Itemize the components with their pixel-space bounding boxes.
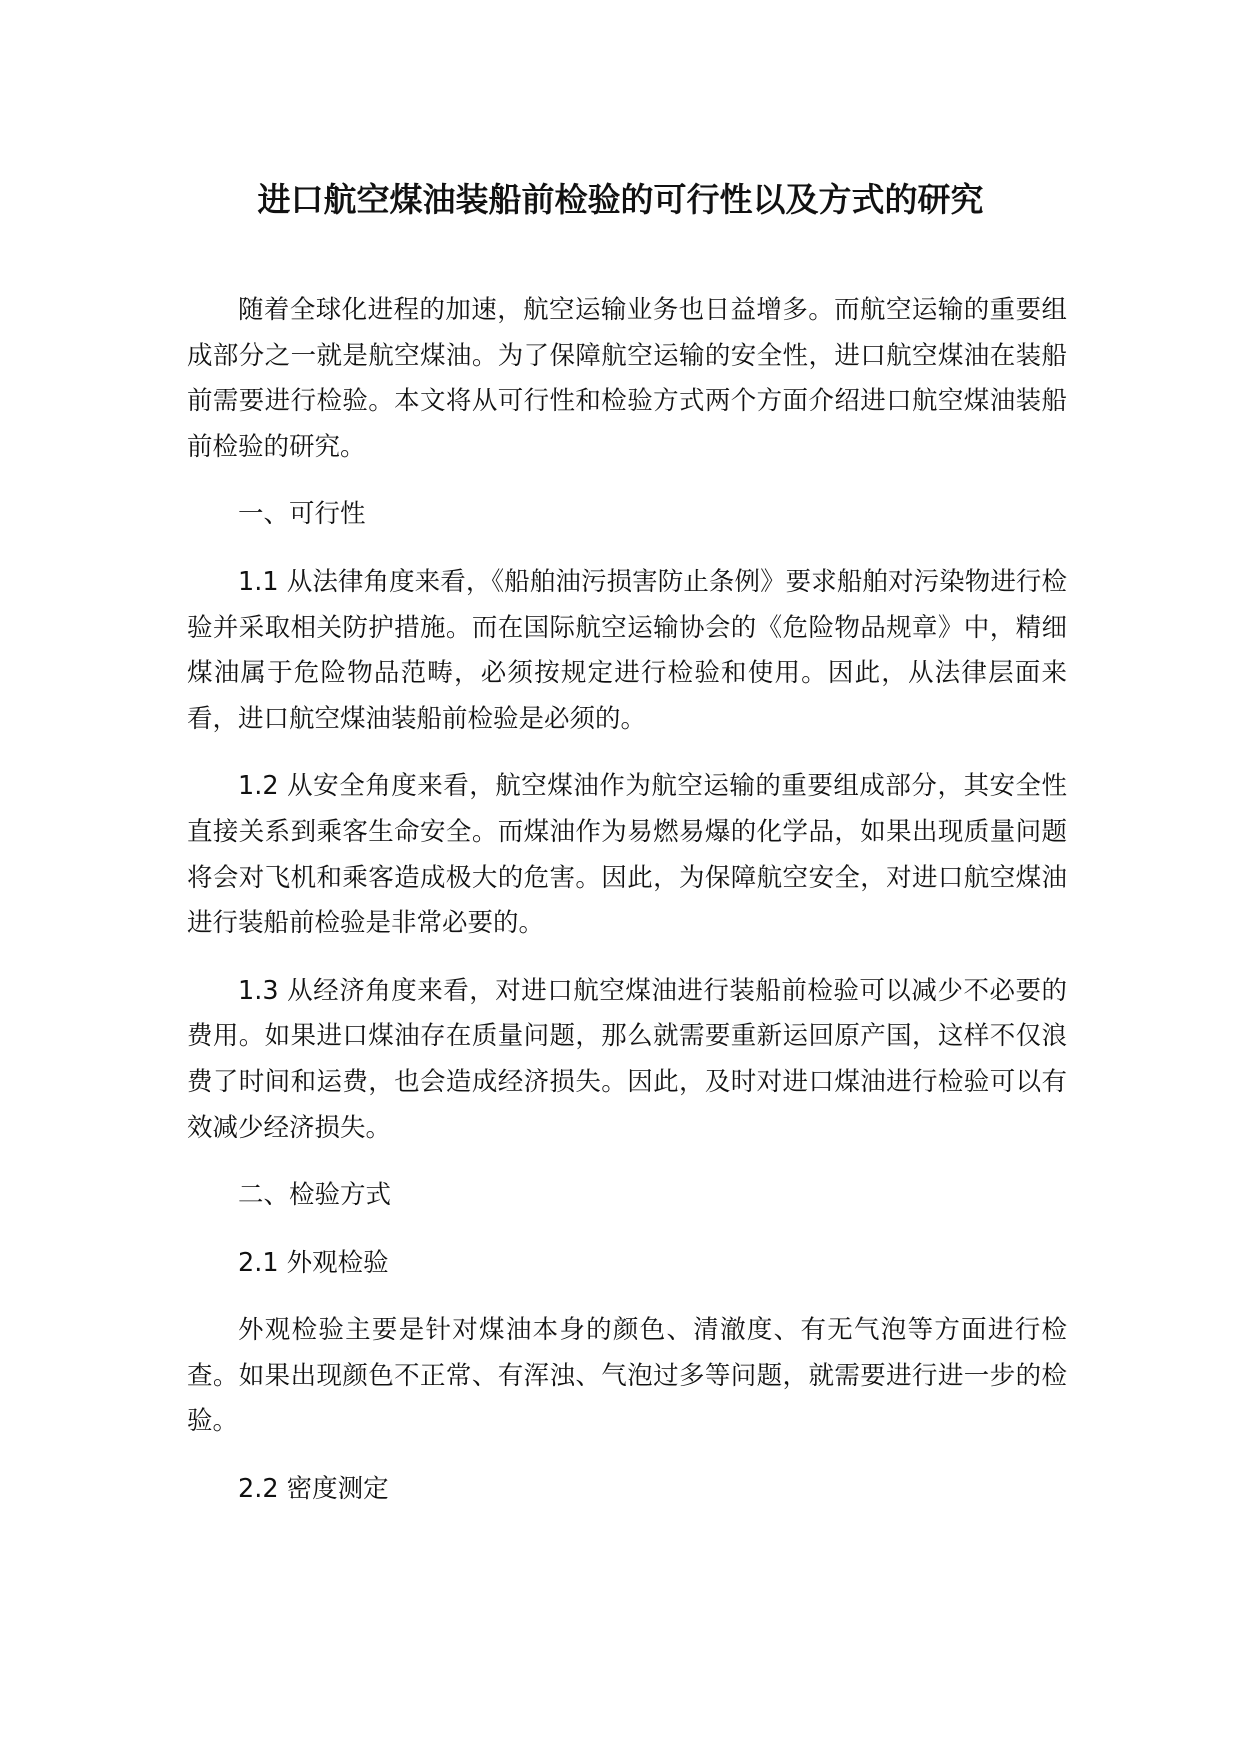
subheading-appearance-inspection: 2.1 外观检验: [238, 1247, 389, 1278]
section-heading-feasibility: 一、可行性: [238, 499, 366, 530]
paragraph-1-3-economic: 1.3 从经济角度来看，对进口航空煤油进行装船前检验可以减少不必要的费用。如果进口煤油存在质量问题，那么就需要重新运回原产国，这样不仅浪费了时间和运费，也会造成经济损失。因此，及时对进口煤油进行检验可以有效减少经济损失。: [187, 975, 1067, 1143]
paragraph-1-1-legal: 1.1 从法律角度来看，《船舶油污损害防止条例》要求船舶对污染物进行检验并采取相关防护措施。而在国际航空运输协会的《危险物品规章》中，精细煤油属于危险物品范畴，必须按规定进行检验和使用。因此，从法律层面来看，进口航空煤油装船前检验是必须的。: [187, 566, 1067, 734]
section-heading-methods: 二、检验方式: [238, 1180, 392, 1211]
intro-paragraph: 随着全球化进程的加速，航空运输业务也日益增多。而航空运输的重要组成部分之一就是航空煤油。为了保障航空运输的安全性，进口航空煤油在装船前需要进行检验。本文将从可行性和检验方式两个方面介绍进口航空煤油装船前检验的研究。: [187, 295, 1067, 462]
paragraph-1-2-safety: 1.2 从安全角度来看，航空煤油作为航空运输的重要组成部分，其安全性直接关系到乘客生命安全。而煤油作为易燃易爆的化学品，如果出现质量问题将会对飞机和乘客造成极大的危害。因此，为保障航空安全，对进口航空煤油进行装船前检验是非常必要的。: [187, 771, 1067, 939]
subheading-density-measurement: 2.2 密度测定: [238, 1474, 389, 1505]
document-title: 进口航空煤油装船前检验的可行性以及方式的研究: [257, 180, 984, 219]
document-body: [187, 288, 1067, 1513]
paragraph-appearance-inspection: 外观检验主要是针对煤油本身的颜色、清澈度、有无气泡等方面进行检查。如果出现颜色不正常、有浑浊、气泡过多等问题，就需要进行进一步的检验。: [187, 1315, 1067, 1437]
